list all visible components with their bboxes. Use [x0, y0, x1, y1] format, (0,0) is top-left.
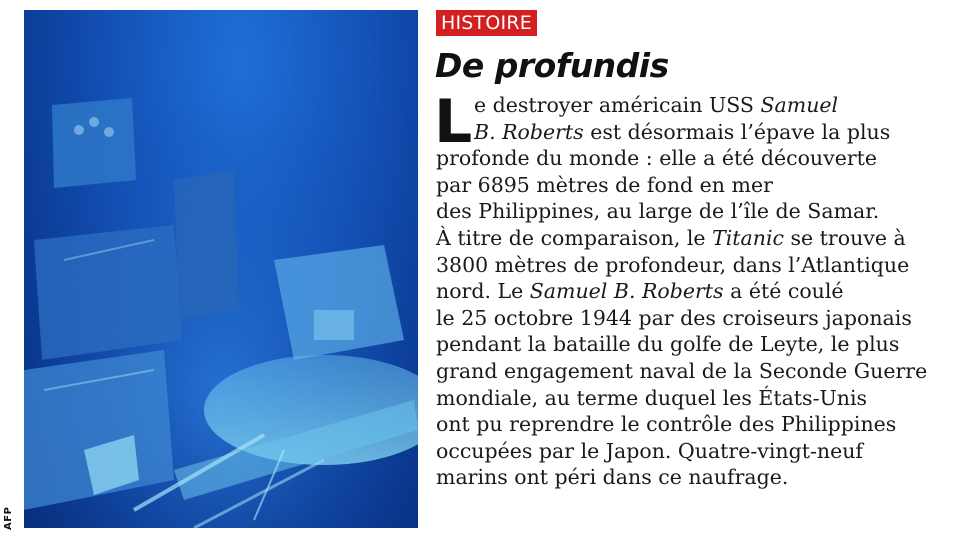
article-line	[436, 225, 962, 252]
text-segment: se trouve à	[784, 225, 906, 250]
text-segment: est désormais l’épave la plus	[583, 119, 891, 144]
italic-segment: B. Roberts	[474, 119, 584, 144]
text-segment: mondiale, au terme duquel les États-Unis	[436, 385, 868, 410]
article-body	[434, 87, 962, 491]
dropcap: L	[434, 87, 473, 157]
article-line	[436, 331, 962, 358]
text-segment: 3800 mètres de profondeur, dans l’Atlantique	[436, 252, 910, 277]
italic-segment: Samuel B. Roberts	[529, 279, 724, 304]
text-segment: grand engagement naval de la Seconde Guerre	[436, 358, 928, 383]
article-line	[436, 464, 962, 491]
shipwreck-illustration	[24, 10, 418, 528]
article-line	[436, 172, 962, 199]
text-segment: des Philippines, au large de l’île de Samar.	[436, 199, 880, 224]
text-segment: pendant la bataille du golfe de Leyte, le plus	[436, 332, 900, 357]
text-segment: profonde du monde : elle a été découverte	[436, 146, 878, 171]
text-segment: le 25 octobre 1944 par des croiseurs japonais	[436, 305, 912, 330]
article-line	[436, 145, 962, 172]
article-lines	[434, 87, 962, 491]
article-line	[436, 278, 962, 305]
article-line	[436, 438, 962, 465]
article-line	[436, 198, 962, 225]
article-line	[436, 305, 962, 332]
italic-segment: Samuel	[760, 93, 839, 117]
category-badge: HISTOIRE	[436, 10, 537, 36]
headline: De profundis	[435, 46, 669, 85]
text-segment: À titre de comparaison, le	[436, 225, 713, 250]
text-segment: ont pu reprendre le contrôle des Philippines	[436, 412, 897, 437]
text-segment: e destroyer américain USS	[474, 93, 761, 117]
text-segment: nord. Le	[436, 279, 530, 304]
article-line	[436, 358, 962, 385]
article-line	[436, 385, 962, 412]
text-segment: occupées par le Japon. Quatre-vingt-neuf	[436, 438, 864, 463]
article-line	[436, 252, 962, 279]
article-line	[436, 119, 962, 146]
text-segment: marins ont péri dans ce naufrage.	[436, 465, 789, 490]
photo-credit: AFP	[3, 506, 14, 530]
shipwreck-photo	[24, 10, 418, 528]
article-line	[436, 411, 962, 438]
italic-segment: Titanic	[712, 225, 784, 250]
text-segment: par 6895 mètres de fond en mer	[436, 172, 773, 197]
text-segment: a été coulé	[723, 279, 844, 304]
article-line	[436, 92, 962, 119]
